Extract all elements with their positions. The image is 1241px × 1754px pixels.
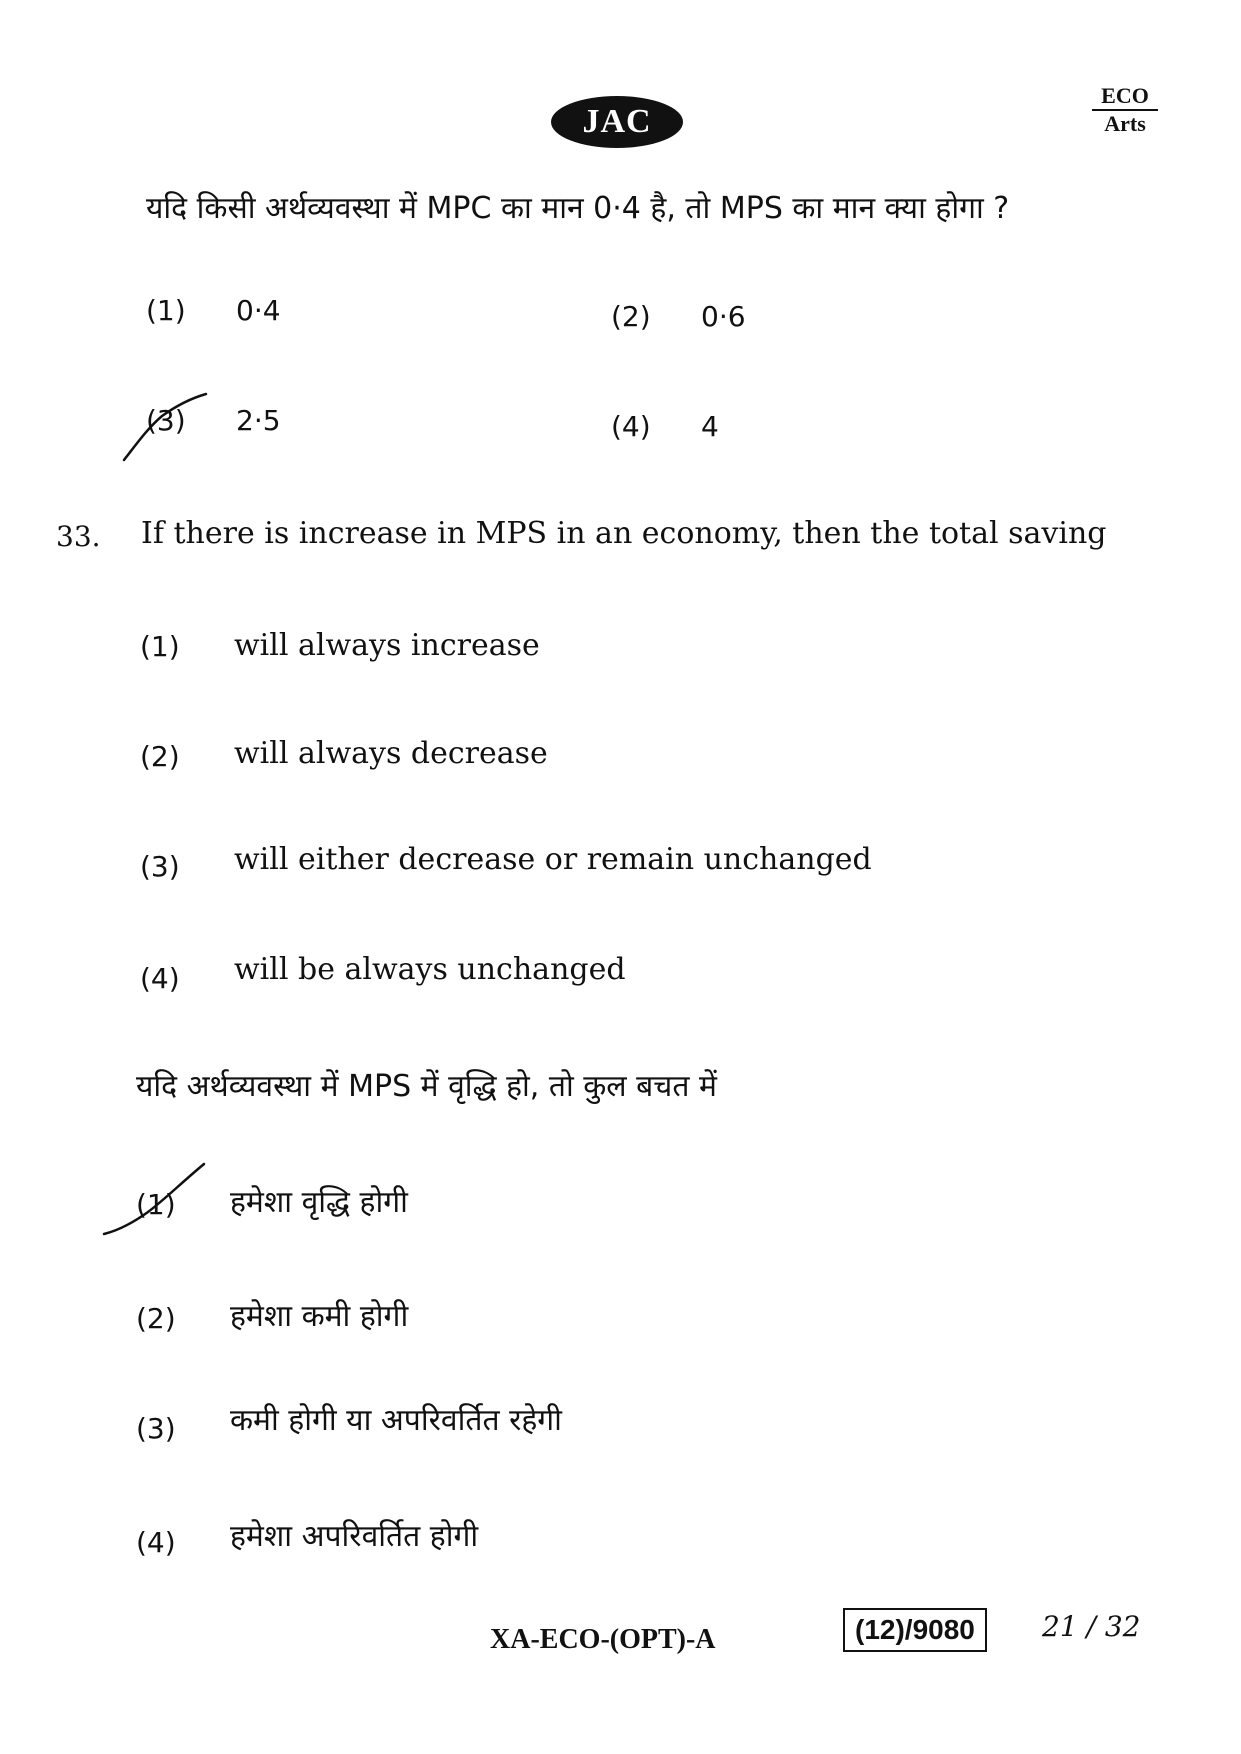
option-number: (1) <box>140 630 180 663</box>
option-number: (2) <box>611 300 651 333</box>
option-text: हमेशा वृद्धि होगी <box>230 1185 408 1220</box>
option-number: (2) <box>140 740 180 773</box>
option-text: हमेशा अपरिवर्तित होगी <box>230 1519 479 1554</box>
option-number: (3) <box>136 1412 176 1445</box>
option-number: (3) <box>146 404 186 437</box>
option-number: (2) <box>136 1302 176 1335</box>
jac-logo-badge: JAC <box>551 96 683 148</box>
option-number: (1) <box>136 1188 176 1221</box>
option-text: will either decrease or remain unchanged <box>234 842 872 877</box>
option-number: (1) <box>146 294 186 327</box>
option-text: 4 <box>701 410 719 443</box>
question-text-english: If there is increase in MPS in an economy, then the total saving <box>141 516 1107 551</box>
option-text: will always decrease <box>234 736 548 771</box>
set-code-box: (12)/9080 <box>843 1608 987 1652</box>
option-number: (4) <box>140 962 180 995</box>
option-number: (4) <box>611 410 651 443</box>
option-text: कमी होगी या अपरिवर्तित रहेगी <box>230 1403 562 1438</box>
page-number: 21 / 32 <box>1042 1610 1141 1643</box>
option-text: will be always unchanged <box>234 952 626 987</box>
subject-bottom: Arts <box>1104 111 1146 136</box>
question-text-hindi: यदि अर्थव्यवस्था में MPS में वृद्धि हो, तो कुल बचत में <box>136 1069 717 1104</box>
subject-top: ECO <box>1092 84 1158 111</box>
paper-code: XA-ECO-(OPT)-A <box>490 1624 716 1655</box>
option-number: (4) <box>136 1526 176 1559</box>
option-text: will always increase <box>234 628 540 663</box>
option-text: 0·6 <box>701 300 746 333</box>
option-text: 2·5 <box>236 404 281 437</box>
handwritten-tick-mark <box>100 1160 210 1240</box>
question-hindi-mpc: यदि किसी अर्थव्यवस्था में MPC का मान 0·4 है, तो MPS का मान क्या होगा ? <box>146 191 1010 226</box>
option-text: हमेशा कमी होगी <box>230 1299 409 1334</box>
subject-label <box>1092 84 1158 136</box>
handwritten-tick-mark <box>118 390 218 466</box>
option-text: 0·4 <box>236 294 281 327</box>
question-number: 33. <box>56 520 101 553</box>
option-number: (3) <box>140 850 180 883</box>
